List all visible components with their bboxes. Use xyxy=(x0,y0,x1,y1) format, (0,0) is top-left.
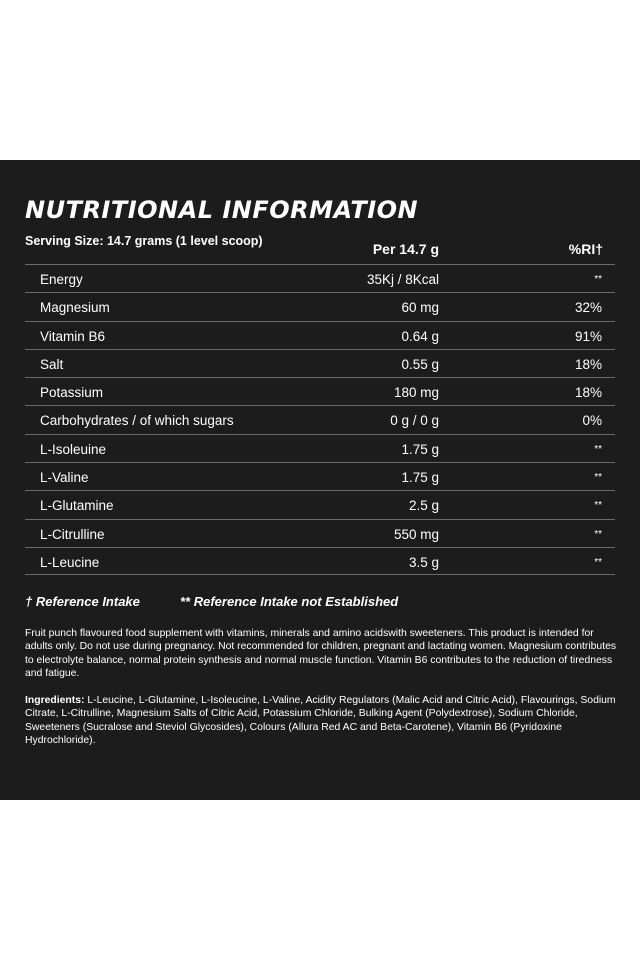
nutrient-amount: 550 mg xyxy=(393,526,439,542)
nutrient-ri: ** xyxy=(594,556,602,568)
nutrient-ri: 18% xyxy=(574,356,602,372)
footnote-not-established: ** Reference Intake not Established xyxy=(180,594,399,609)
table-row xyxy=(25,490,615,518)
nutrient-amount: 1.75 g xyxy=(401,441,439,457)
page-title: NUTRITIONAL INFORMATION xyxy=(25,196,419,224)
serving-size: Serving Size: 14.7 grams (1 level scoop) xyxy=(25,234,263,248)
nutrient-name: L-Isoleuine xyxy=(40,441,107,457)
nutrient-ri: ** xyxy=(594,500,602,512)
nutrient-name: Salt xyxy=(40,356,64,372)
table-row xyxy=(25,349,615,377)
table-row xyxy=(25,292,615,320)
nutrient-name: L-Glutamine xyxy=(40,498,114,514)
nutrient-name: Magnesium xyxy=(40,300,110,316)
table-row xyxy=(25,434,615,462)
column-header-ri: %RI† xyxy=(568,241,603,257)
nutrient-ri: ** xyxy=(594,472,602,484)
nutrient-amount: 2.5 g xyxy=(408,498,439,514)
nutrient-ri: 32% xyxy=(574,300,602,316)
table-row xyxy=(25,321,615,349)
nutrient-amount: 1.75 g xyxy=(401,470,439,486)
table-row xyxy=(25,462,615,490)
nutrition-table xyxy=(25,264,615,575)
table-row xyxy=(25,519,615,547)
table-row xyxy=(25,377,615,405)
nutrient-name: Carbohydrates / of which sugars xyxy=(40,413,234,429)
nutrient-amount: 180 mg xyxy=(393,385,439,401)
nutrient-ri: ** xyxy=(594,528,602,540)
nutrient-amount: 0.55 g xyxy=(401,356,439,372)
nutrient-amount: 35Kj / 8Kcal xyxy=(366,272,439,287)
ingredients-text: L-Leucine, L-Glutamine, L-Isoleucine, L-Valine, Acidity Regulators (Malic Acid and Citric Acid), Flavourings, Sodium Citrate, L-Citrulline, Magnesium Salts of Citric Acid, Potassium Chloride, Bulking Agent (Polydextrose), Sodium Chloride, Sweeteners (Sucralose and Steviol Glycosides), Colours (Allura Red AC and Beta-Carotene), Vitamin B6 (Pyridoxine Hydrochloride). xyxy=(25,695,616,747)
nutrient-ri: ** xyxy=(594,443,602,455)
nutrient-amount: 60 mg xyxy=(401,300,439,316)
column-header-per-serving: Per 14.7 g xyxy=(372,241,439,257)
product-description: Fruit punch flavoured food supplement with vitamins, minerals and amino acidswith sweeteners. This product is intended for adults only. Do not use during pregnancy. Not recommended for children, pregnant and lactating women. Magnesium contributes to electrolyte balance, normal protein synthesis and normal muscle function. Vitamin B6 contributes to the reduction of tiredness and fatigue. xyxy=(25,628,617,680)
table-row xyxy=(25,264,615,292)
nutrient-amount: 0.64 g xyxy=(401,328,439,344)
nutrient-name: Vitamin B6 xyxy=(40,328,106,344)
ingredients-block xyxy=(25,694,620,748)
nutrient-name: Energy xyxy=(40,272,83,287)
nutrient-name: L-Leucine xyxy=(40,554,100,570)
nutrient-ri: 91% xyxy=(574,328,602,344)
nutrition-panel xyxy=(0,160,640,800)
nutrient-ri: 0% xyxy=(582,413,602,429)
nutrient-name: Potassium xyxy=(40,385,104,401)
ingredients-label: Ingredients: xyxy=(25,695,85,706)
nutrient-ri: ** xyxy=(594,274,602,285)
nutrient-name: L-Valine xyxy=(40,470,89,486)
table-row xyxy=(25,547,615,575)
nutrient-ri: 18% xyxy=(574,385,602,401)
nutrient-name: L-Citrulline xyxy=(40,526,105,542)
nutrient-amount: 3.5 g xyxy=(408,554,439,570)
table-row xyxy=(25,405,615,433)
nutrient-amount: 0 g / 0 g xyxy=(390,413,439,429)
footnote-reference-intake: † Reference Intake xyxy=(25,594,140,609)
